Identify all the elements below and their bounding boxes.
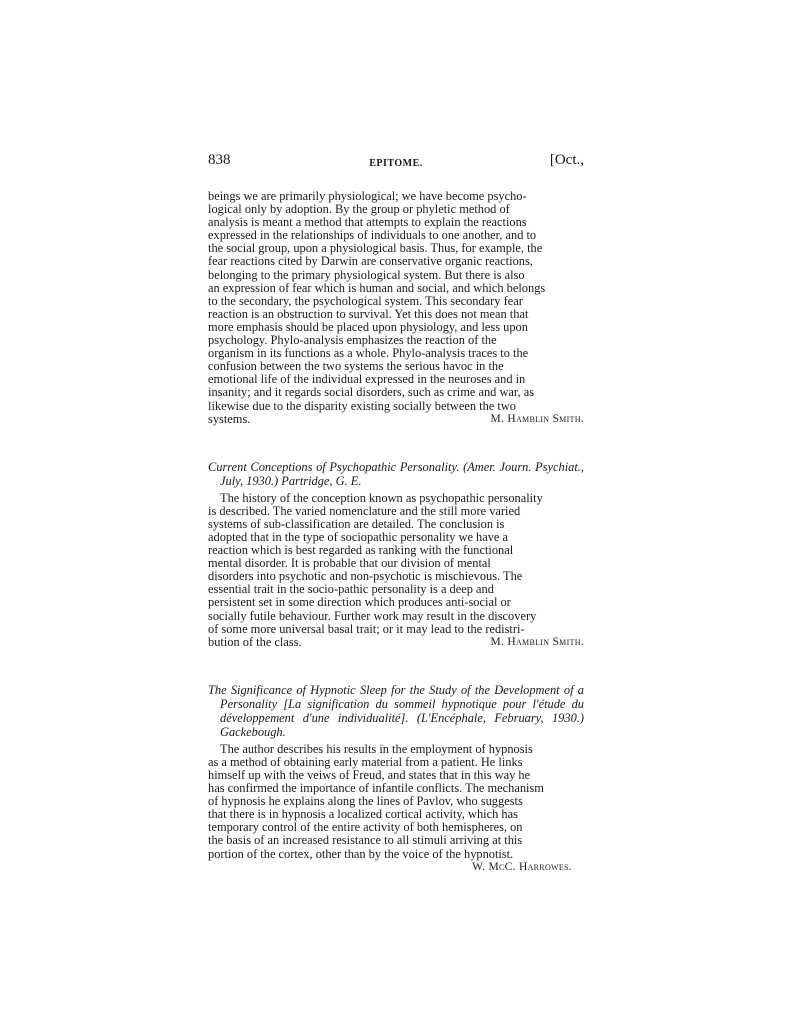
line: the basis of an increased resistance to all stimuli arriving at this (208, 833, 523, 848)
line: mental disorder. It is probable that our division of mental (208, 556, 491, 571)
line: himself up with the veiws of Freud, and states that in this way he (208, 768, 531, 782)
section-1 (208, 190, 584, 426)
line: of hypnosis he explains along the lines of Pavlov, who suggests (208, 794, 523, 809)
line: beings we are primarily physiological; we have become psycho- (208, 189, 527, 203)
line: analysis is meant a method that attempts to explain the reactions (208, 215, 527, 230)
last-line: bution of the class. (208, 634, 302, 649)
line: an expression of fear which is human and social, and which belongs (208, 280, 546, 295)
section-2 (208, 460, 584, 649)
line: The author describes his results in the employment of hypnosis (220, 741, 533, 756)
line: is described. The varied nomenclature and the still more varied (208, 503, 521, 518)
line: fear reactions cited by Darwin are conservative organic reactions, (208, 254, 533, 269)
signature-text: W. McC. Harrowes. (472, 860, 572, 873)
line: that there is in hypnosis a localized cortical activity, which has (208, 807, 518, 822)
article-title: Current Conceptions of Psychopathic Personality. (Amer. Journ. Psychiat., July, 1930.) Partridge, G. E. (208, 459, 584, 488)
line: socially futile behaviour. Further work may result in the discovery (208, 608, 537, 623)
line: likewise due to the disparity existing socially between the two (208, 398, 516, 413)
line: insanity; and it regards social disorders, such as crime and war, as (208, 385, 535, 400)
section-3 (208, 683, 584, 874)
author-signature (490, 636, 584, 649)
page-content (208, 150, 584, 874)
page-header (208, 154, 584, 174)
line: the social group, upon a physiological basis. Thus, for example, the (208, 241, 543, 256)
page-number: 838 (208, 152, 231, 168)
signature-text: M. Hamblin Smith. (490, 635, 584, 648)
line: systems of sub-classification are detailed. The conclusion is (208, 516, 505, 531)
line: has confirmed the importance of infantile conflicts. The mechanism (208, 781, 544, 796)
last-line: systems. (208, 411, 251, 426)
line: as a method of obtaining early material from a patient. He links (208, 754, 523, 769)
line: to the secondary, the psychological system. This secondary fear (208, 293, 523, 308)
author-signature (208, 861, 584, 874)
section-3-body (208, 743, 584, 861)
section-2-last-row (208, 636, 584, 649)
line: reaction which is best regarded as ranking with the functional (208, 543, 514, 558)
line: reaction is an obstruction to survival. Yet this does not mean that (208, 306, 529, 321)
signature-text: M. Hamblin Smith. (490, 412, 584, 425)
line: confusion between the two systems the serious havoc in the (208, 359, 504, 374)
line: psychology. Phylo-analysis emphasizes the reaction of the (208, 333, 497, 348)
line: The history of the conception known as psychopathic personality (220, 490, 543, 505)
line: more emphasis should be placed upon physiology, and less upon (208, 319, 528, 334)
section-1-last-row (208, 413, 584, 426)
section-2-body (208, 492, 584, 636)
running-title: EPITOME. (369, 158, 423, 169)
line: essential trait in the socio-pathic personality is a deep and (208, 582, 494, 597)
line: temporary control of the entire activity of both hemispheres, on (208, 820, 523, 835)
line: belonging to the primary physiological system. But there is also (208, 267, 525, 282)
line: emotional life of the individual expressed in the neuroses and in (208, 372, 526, 387)
line: expressed in the relationships of individuals to one another, and to (208, 228, 537, 243)
article-title: The Significance of Hypnotic Sleep for the Study of the Development of a Personality [La signification du sommeil hypnotique pour l'étude du développement d'une individualité]. (L'Encéphale, February, 1930.) Gackebough. (208, 682, 584, 739)
line: logical only by adoption. By the group or phyletic method of (208, 202, 510, 217)
line: organism in its functions as a whole. Phylo-analysis traces to the (208, 346, 529, 361)
line: persistent set in some direction which produces anti-social or (208, 595, 511, 610)
line: of some more universal basal trait; or it may lead to the redistri- (208, 621, 525, 636)
section-1-body (208, 190, 584, 413)
line: portion of the cortex, other than by the voice of the hypnotist. (208, 846, 514, 861)
author-signature (490, 413, 584, 426)
line: adopted that in the type of sociopathic personality we have a (208, 529, 509, 544)
issue-label: [Oct., (549, 152, 584, 168)
line: disorders into psychotic and non-psychotic is mischievous. The (208, 569, 523, 584)
